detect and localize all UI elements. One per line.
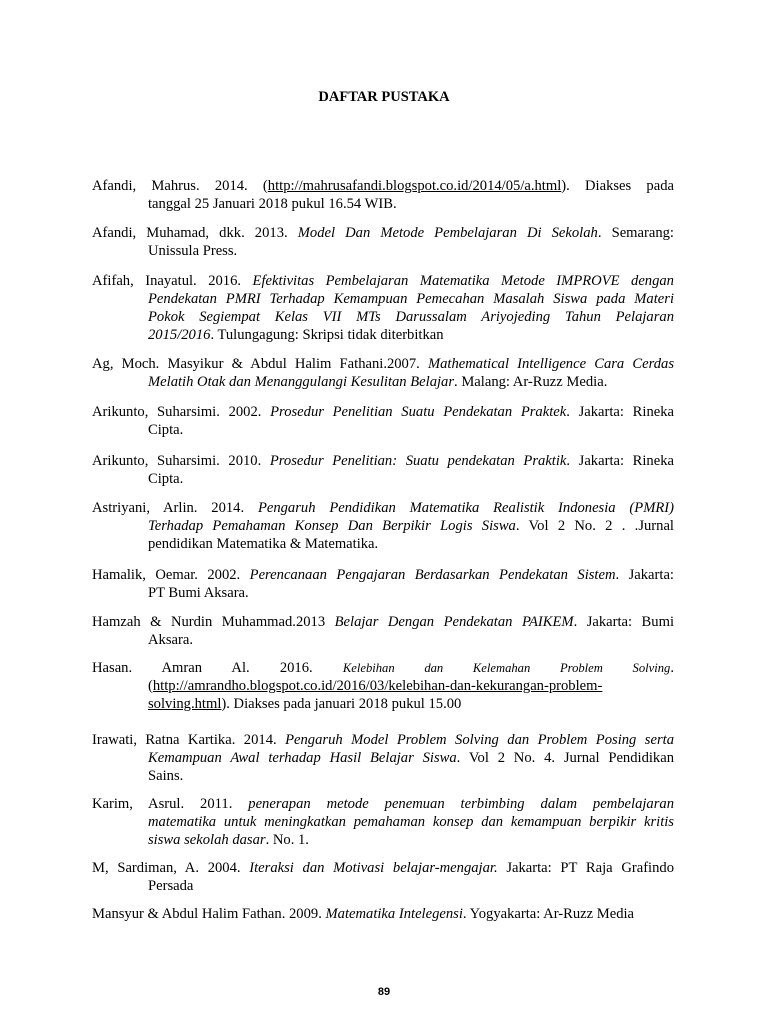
reference-title-italic: Matematika Intelegensi: [325, 906, 463, 922]
reference-text: Afandi, Mahrus. 2014. (: [92, 178, 268, 194]
reference-line: [92, 859, 674, 877]
reference-title-italic: Iteraksi dan Motivasi belajar-mengajar.: [249, 860, 498, 876]
reference-line: [148, 877, 674, 895]
reference-text: ). Diakses pada: [561, 178, 674, 194]
reference-text: . Tulungagung: Skripsi tidak diterbitkan: [210, 327, 444, 343]
reference-line: [148, 631, 674, 649]
reference-line: [92, 177, 674, 195]
reference-text: Persada: [148, 878, 194, 894]
reference-line: [148, 290, 674, 308]
reference-line: [148, 813, 674, 831]
reference-line: [148, 517, 674, 535]
reference-title-italic: Mathematical Intelligence Cara Cerdas: [427, 356, 674, 372]
reference-title-italic: Efektivitas Pembelajaran Matematika Metode IMPROVE dengan: [252, 273, 674, 289]
reference-text: . Vol 2 No. 2 . .Jurnal: [515, 518, 674, 534]
reference-text: . Semarang:: [597, 225, 674, 241]
reference-text: Jakarta: PT Raja Grafindo: [497, 860, 674, 876]
reference-text: pendidikan Matematika & Matematika.: [148, 536, 379, 552]
reference-title-italic: Prosedur Penelitian Suatu Pendekatan Praktek: [270, 404, 567, 420]
reference-line: [148, 308, 674, 326]
reference-line: [148, 242, 674, 260]
reference-text: .: [670, 660, 674, 676]
reference-url-link[interactable]: http://mahrusafandi.blogspot.co.id/2014/05/a.html: [267, 178, 562, 194]
reference-line: [148, 677, 674, 695]
reference-line: [92, 566, 674, 584]
reference-title-italic: Pendekatan PMRI Terhadap Kemampuan Pemecahan Masalah Siswa pada Materi: [148, 291, 674, 307]
reference-title-italic: Kelebihan dan Kelemahan Problem Solving: [342, 661, 671, 675]
reference-text: Irawati, Ratna Kartika. 2014.: [92, 732, 286, 748]
reference-line: [92, 224, 674, 242]
reference-text: . Malang: Ar-Ruzz Media.: [454, 374, 608, 390]
reference-line: [92, 731, 674, 749]
reference-line: [92, 613, 674, 631]
reference-text: Afandi, Muhamad, dkk. 2013.: [92, 225, 298, 241]
reference-title-italic: penerapan metode penemuan terbimbing dalam pembelajaran: [248, 796, 674, 812]
reference-text: Unissula Press.: [148, 243, 238, 259]
reference-url-link[interactable]: http://amrandho.blogspot.co.id/2016/03/kelebihan-dan-kekurangan-problem-: [152, 678, 603, 694]
reference-text: Ag, Moch. Masyikur & Abdul Halim Fathani.2007.: [92, 356, 428, 372]
reference-title-italic: Kemampuan Awal terhadap Hasil Belajar Siswa: [148, 750, 457, 766]
reference-text: Karim, Asrul. 2011.: [92, 796, 249, 812]
reference-line: [92, 795, 674, 813]
reference-text: Cipta.: [148, 422, 184, 438]
reference-text: Aksara.: [148, 632, 193, 648]
reference-text: . Jakarta: Rineka: [566, 404, 674, 420]
reference-title-italic: Terhadap Pemahaman Konsep Dan Berpikir Logis Siswa: [148, 518, 516, 534]
reference-title-italic: Pengaruh Pendidikan Matematika Realistik Indonesia (PMRI): [257, 500, 674, 516]
reference-line: [148, 584, 674, 602]
reference-text: . Vol 2 No. 4. Jurnal Pendidikan: [456, 750, 675, 766]
reference-text: ). Diakses pada januari 2018 pukul 15.00: [221, 696, 462, 712]
reference-line: [148, 831, 674, 849]
reference-text: . Yogyakarta: Ar-Ruzz Media: [462, 906, 635, 922]
reference-text: M, Sardiman, A. 2004.: [92, 860, 250, 876]
reference-line: [148, 326, 674, 344]
reference-line: [148, 470, 674, 488]
reference-line: [92, 499, 674, 517]
reference-title-italic: Belajar Dengan Pendekatan PAIKEM: [334, 614, 574, 630]
page-title: DAFTAR PUSTAKA: [318, 89, 450, 105]
reference-line: [148, 767, 674, 785]
reference-line: [148, 695, 674, 713]
reference-title-italic: 2015/2016: [148, 327, 211, 343]
reference-text: Sains.: [148, 768, 184, 784]
reference-line: [92, 452, 674, 470]
reference-text: (: [148, 678, 153, 694]
reference-title-italic: Model Dan Metode Pembelajaran Di Sekolah: [297, 225, 598, 241]
reference-line: [92, 355, 674, 373]
reference-text: . Jakarta: Bumi: [573, 614, 674, 630]
reference-text: Hamalik, Oemar. 2002.: [92, 567, 250, 583]
reference-text: Cipta.: [148, 471, 184, 487]
reference-title-italic: Pokok Segiempat Kelas VII MTs Darussalam Ariyojeding Tahun Pelajaran: [148, 309, 674, 325]
reference-text: . Jakarta:: [615, 567, 674, 583]
reference-text: Arikunto, Suharsimi. 2002.: [92, 404, 271, 420]
reference-line: [148, 749, 674, 767]
reference-text: Afifah, Inayatul. 2016.: [92, 273, 253, 289]
page-number: 89: [377, 986, 391, 998]
reference-text: Astriyani, Arlin. 2014.: [92, 500, 258, 516]
reference-line: [148, 421, 674, 439]
reference-line: [148, 373, 674, 391]
reference-line: [92, 272, 674, 290]
reference-text: Arikunto, Suharsimi. 2010.: [92, 453, 270, 469]
reference-title-italic: Pengaruh Model Problem Solving dan Problem Posing serta: [285, 732, 674, 748]
reference-title-italic: Perencanaan Pengajaran Berdasarkan Pendekatan Sistem: [249, 567, 616, 583]
reference-line: [92, 659, 674, 677]
reference-text: Mansyur & Abdul Halim Fathan. 2009.: [92, 906, 326, 922]
reference-line: [148, 535, 674, 553]
reference-title-italic: Melatih Otak dan Menanggulangi Kesulitan Belajar: [148, 374, 455, 390]
reference-line: [92, 403, 674, 421]
reference-title-italic: siswa sekolah dasar: [148, 832, 266, 848]
reference-line: [148, 195, 674, 213]
reference-text: PT Bumi Aksara.: [148, 585, 249, 601]
reference-text: . Jakarta: Rineka: [566, 453, 674, 469]
reference-title-italic: Prosedur Penelitian: Suatu pendekatan Praktik: [269, 453, 567, 469]
reference-title-italic: matematika untuk meningkatkan pemahaman konsep dan kemampuan berpikir kritis: [148, 814, 674, 830]
reference-url-link[interactable]: solving.html: [148, 696, 222, 712]
reference-text: . No. 1.: [265, 832, 309, 848]
reference-line: [92, 905, 674, 923]
reference-text: Hamzah & Nurdin Muhammad.2013: [92, 614, 335, 630]
reference-text: Hasan. Amran Al. 2016.: [92, 660, 343, 676]
reference-text: tanggal 25 Januari 2018 pukul 16.54 WIB.: [148, 196, 397, 212]
